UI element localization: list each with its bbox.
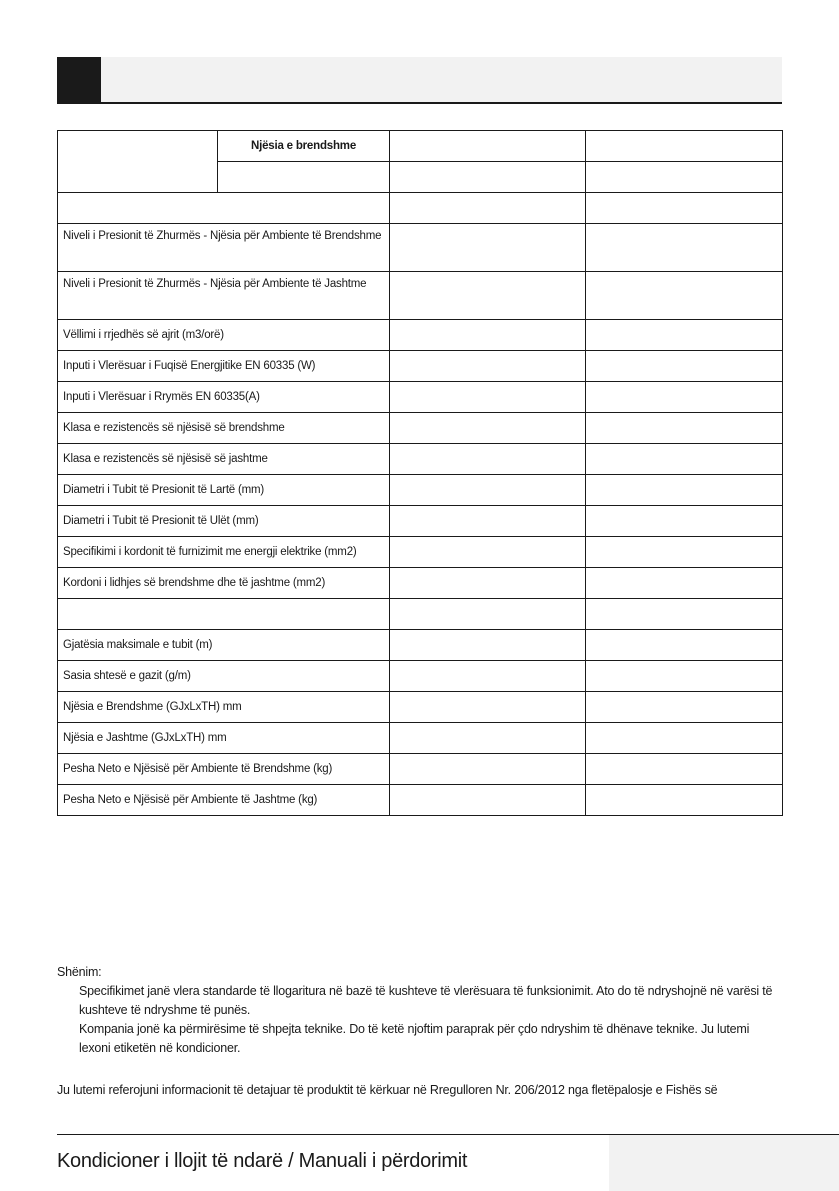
row-label: Njësia e Jashtme (GJxLxTH) mm <box>58 723 390 754</box>
value-cell <box>390 599 586 630</box>
indoor-unit-label: Njësia e brendshme <box>218 131 390 162</box>
row-label <box>58 193 390 224</box>
row-label: Inputi i Vlerësuar i Fuqisë Energjitike EN 60335 (W) <box>58 351 390 382</box>
row-label: Pesha Neto e Njësisë për Ambiente të Brendshme (kg) <box>58 754 390 785</box>
value-cell <box>390 162 586 193</box>
specifications-table <box>57 130 783 816</box>
value-cell <box>586 131 783 162</box>
value-cell <box>586 785 783 816</box>
value-cell <box>586 320 783 351</box>
value-cell <box>390 723 586 754</box>
table-row <box>58 413 783 444</box>
table-row <box>58 382 783 413</box>
table-row <box>58 661 783 692</box>
value-cell <box>390 475 586 506</box>
value-cell <box>390 272 586 320</box>
table-header-row <box>58 131 783 162</box>
row-label: Pesha Neto e Njësisë për Ambiente të Jashtme (kg) <box>58 785 390 816</box>
row-label <box>58 599 390 630</box>
note-section <box>57 963 782 1058</box>
value-cell <box>586 382 783 413</box>
value-cell <box>390 444 586 475</box>
value-cell <box>390 382 586 413</box>
value-cell <box>586 475 783 506</box>
value-cell <box>586 193 783 224</box>
value-cell <box>586 351 783 382</box>
value-cell <box>586 754 783 785</box>
table-row <box>58 320 783 351</box>
value-cell <box>586 506 783 537</box>
row-label: Inputi i Vlerësuar i Rrymës EN 60335(A) <box>58 382 390 413</box>
table-row <box>58 351 783 382</box>
table-row <box>58 692 783 723</box>
corner-cell <box>58 131 218 193</box>
table-row <box>58 444 783 475</box>
table-row <box>58 475 783 506</box>
row-label: Gjatësia maksimale e tubit (m) <box>58 630 390 661</box>
table-row <box>58 630 783 661</box>
value-cell <box>586 692 783 723</box>
table-row <box>58 723 783 754</box>
table-row <box>58 272 783 320</box>
value-cell <box>390 692 586 723</box>
value-cell <box>586 224 783 272</box>
value-cell <box>390 568 586 599</box>
value-cell <box>586 661 783 692</box>
table-row <box>58 568 783 599</box>
table-row <box>58 599 783 630</box>
note-line: Kompania jonë ka përmirësime të shpejta teknike. Do të ketë njoftim paraprak për çdo ndryshim të dhënave teknike. Ju lutemi lexoni etiketën në kondicioner. <box>79 1022 750 1055</box>
row-label: Vëllimi i rrjedhës së ajrit (m3/orë) <box>58 320 390 351</box>
row-label: Sasia shtesë e gazit (g/m) <box>58 661 390 692</box>
value-cell <box>586 723 783 754</box>
section-number-block <box>57 57 101 102</box>
value-cell <box>390 506 586 537</box>
note-heading: Shënim: <box>57 965 102 979</box>
value-cell <box>390 224 586 272</box>
row-label: Diametri i Tubit të Presionit të Lartë (mm) <box>58 475 390 506</box>
value-cell <box>390 320 586 351</box>
row-label: Njësia e Brendshme (GJxLxTH) mm <box>58 692 390 723</box>
value-cell <box>390 630 586 661</box>
value-cell <box>390 537 586 568</box>
value-cell <box>586 630 783 661</box>
value-cell <box>586 599 783 630</box>
table-row <box>58 537 783 568</box>
value-cell <box>390 193 586 224</box>
row-label: Specifikimi i kordonit të furnizimit me energji elektrike (mm2) <box>58 537 390 568</box>
section-header-bar <box>57 57 782 104</box>
row-label: Kordoni i lidhjes së brendshme dhe të jashtme (mm2) <box>58 568 390 599</box>
table-row <box>58 785 783 816</box>
row-label: Klasa e rezistencës së njësisë së brendshme <box>58 413 390 444</box>
value-cell <box>218 162 390 193</box>
value-cell <box>586 537 783 568</box>
value-cell <box>586 444 783 475</box>
footer-title: Kondicioner i llojit të ndarë / Manuali i përdorimit <box>57 1150 468 1172</box>
value-cell <box>390 413 586 444</box>
value-cell <box>390 661 586 692</box>
value-cell <box>586 413 783 444</box>
table-row <box>58 506 783 537</box>
table-row <box>58 193 783 224</box>
row-label: Diametri i Tubit të Presionit të Ulët (mm) <box>58 506 390 537</box>
table-row <box>58 224 783 272</box>
value-cell <box>390 351 586 382</box>
row-label: Klasa e rezistencës së njësisë së jashtme <box>58 444 390 475</box>
value-cell <box>390 785 586 816</box>
row-label: Niveli i Presionit të Zhurmës - Njësia për Ambiente të Brendshme <box>58 224 390 272</box>
reference-text: Ju lutemi referojuni informacionit të detajuar të produktit të kërkuar në Rregulloren Nr. 206/2012 nga fletëpalosje e Fishës së <box>57 1083 718 1097</box>
value-cell <box>586 568 783 599</box>
note-line: Specifikimet janë vlera standarde të llogaritura në bazë të kushteve të vlerësuara të funksionimit. Ato do të ndryshojnë në varësi të kushteve të ndryshme të punës. <box>79 984 773 1017</box>
value-cell <box>586 272 783 320</box>
page-number-box <box>609 1135 839 1191</box>
value-cell <box>390 131 586 162</box>
value-cell <box>586 162 783 193</box>
table-row <box>58 754 783 785</box>
row-label: Niveli i Presionit të Zhurmës - Njësia për Ambiente të Jashtme <box>58 272 390 320</box>
value-cell <box>390 754 586 785</box>
